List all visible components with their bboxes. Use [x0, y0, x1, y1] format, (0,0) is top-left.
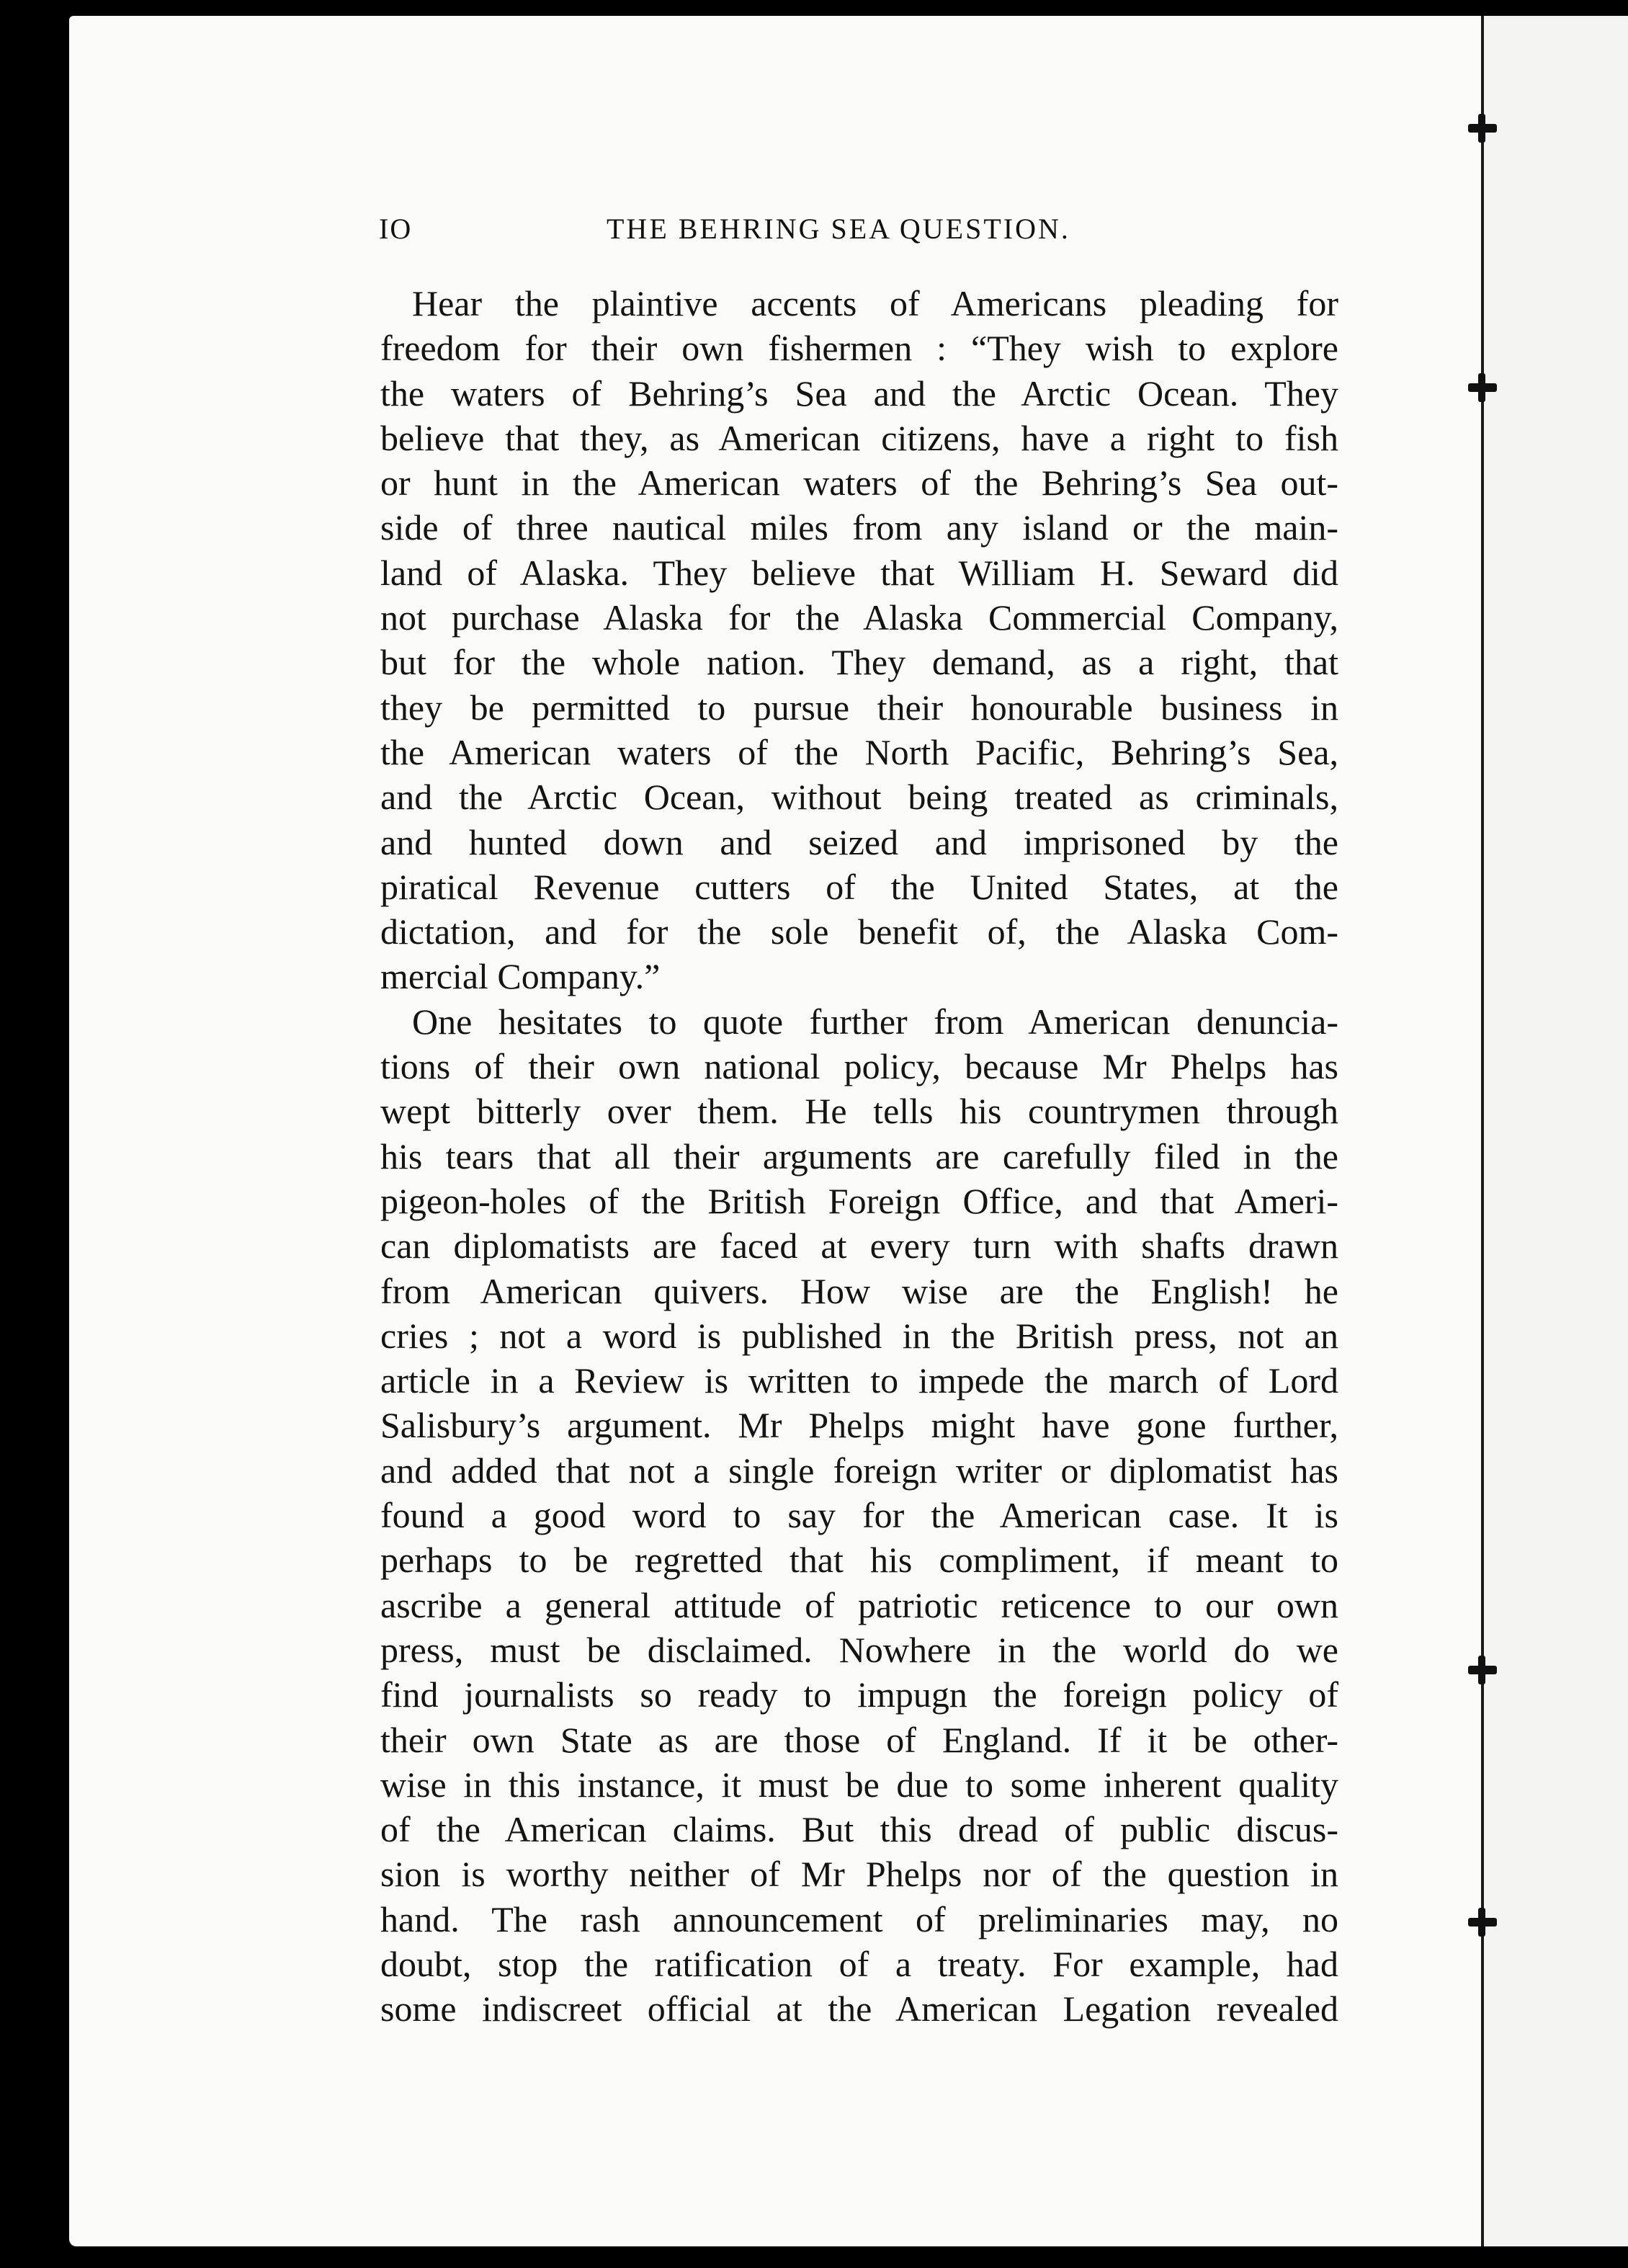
text-line: find journalists so ready to impugn the foreign policy of: [380, 1674, 1338, 1715]
text-line: freedom for their own fishermen : “They wish to explore: [380, 328, 1338, 369]
text-line: tions of their own national policy, because Mr Phelps has: [380, 1046, 1338, 1087]
text-line: or hunt in the American waters of the Behring’s Sea out-: [380, 463, 1338, 504]
text-line: and the Arctic Ocean, without being treated as criminals,: [380, 777, 1338, 818]
binding-stitch-mark: [1468, 383, 1497, 392]
text-line: their own State as are those of England. If it be other-: [380, 1719, 1338, 1760]
binding-stitch-mark: [1468, 124, 1497, 133]
text-line: of the American claims. But this dread of public discus-: [380, 1809, 1338, 1850]
paragraph: [380, 281, 1338, 999]
text-line: from American quivers. How wise are the English! he: [380, 1270, 1338, 1311]
text-line: and hunted down and seized and imprisoned by the: [380, 821, 1338, 862]
text-line: ascribe a general attitude of patriotic reticence to our own: [380, 1584, 1338, 1625]
text-line: press, must be disclaimed. Nowhere in the world do we: [380, 1629, 1338, 1670]
text-line: some indiscreet official at the American Legation revealed: [380, 1988, 1338, 2030]
text-line: article in a Review is written to impede the march of Lord: [380, 1360, 1338, 1401]
text-line: believe that they, as American citizens, have a right to fish: [380, 417, 1338, 458]
text-line: his tears that all their arguments are carefully filed in the: [380, 1135, 1338, 1177]
text-line: hand. The rash announcement of preliminaries may, no: [380, 1898, 1338, 1939]
body-text: [380, 281, 1338, 2032]
text-line: Hear the plaintive accents of Americans pleading for: [412, 283, 1338, 323]
text-line: sion is worthy neither of Mr Phelps nor of the question in: [380, 1854, 1338, 1895]
binding-stitch-mark: [1468, 1918, 1497, 1927]
text-line: Salisbury’s argument. Mr Phelps might have gone further,: [380, 1405, 1338, 1446]
text-line: piratical Revenue cutters of the United States, at the: [380, 866, 1338, 907]
text-line: cries ; not a word is published in the British press, not an: [380, 1315, 1338, 1356]
text-line: not purchase Alaska for the Alaska Commercial Company,: [380, 597, 1338, 638]
paragraph: [380, 999, 1338, 2032]
text-line: the American waters of the North Pacific, Behring’s Sea,: [380, 731, 1338, 772]
text-line: doubt, stop the ratification of a treaty. For example, had: [380, 1943, 1338, 1984]
text-line: the waters of Behring’s Sea and the Arctic Ocean. They: [380, 372, 1338, 414]
running-head: [379, 212, 1531, 255]
page-number: IO: [379, 213, 413, 245]
text-line: perhaps to be regretted that his compliment, if meant to: [380, 1540, 1338, 1581]
running-title: THE BEHRING SEA QUESTION.: [607, 213, 1070, 245]
text-line: pigeon-holes of the British Foreign Office, and that Ameri-: [380, 1180, 1338, 1221]
text-line: wise in this instance, it must be due to some inherent quality: [380, 1764, 1338, 1805]
text-line: side of three nautical miles from any island or the main-: [380, 507, 1338, 548]
text-line: but for the whole nation. They demand, as a right, that: [380, 642, 1338, 683]
text-line: mercial Company.”: [380, 956, 661, 997]
text-line: land of Alaska. They believe that William H. Seward did: [380, 552, 1338, 593]
book-page: [69, 16, 1481, 2246]
text-line: found a good word to say for the American case. It is: [380, 1495, 1338, 1536]
text-line: One hesitates to quote further from American denuncia-: [412, 1001, 1338, 1042]
binding-stitch-mark: [1468, 1666, 1497, 1674]
next-page-edge: [1481, 16, 1628, 2246]
text-line: dictation, and for the sole benefit of, the Alaska Com-: [380, 911, 1338, 952]
text-line: can diplomatists are faced at every turn with shafts drawn: [380, 1225, 1338, 1267]
text-line: wept bitterly over them. He tells his countrymen through: [380, 1091, 1338, 1132]
text-line: they be permitted to pursue their honourable business in: [380, 687, 1338, 728]
text-line: and added that not a single foreign writer or diplomatist has: [380, 1450, 1338, 1491]
